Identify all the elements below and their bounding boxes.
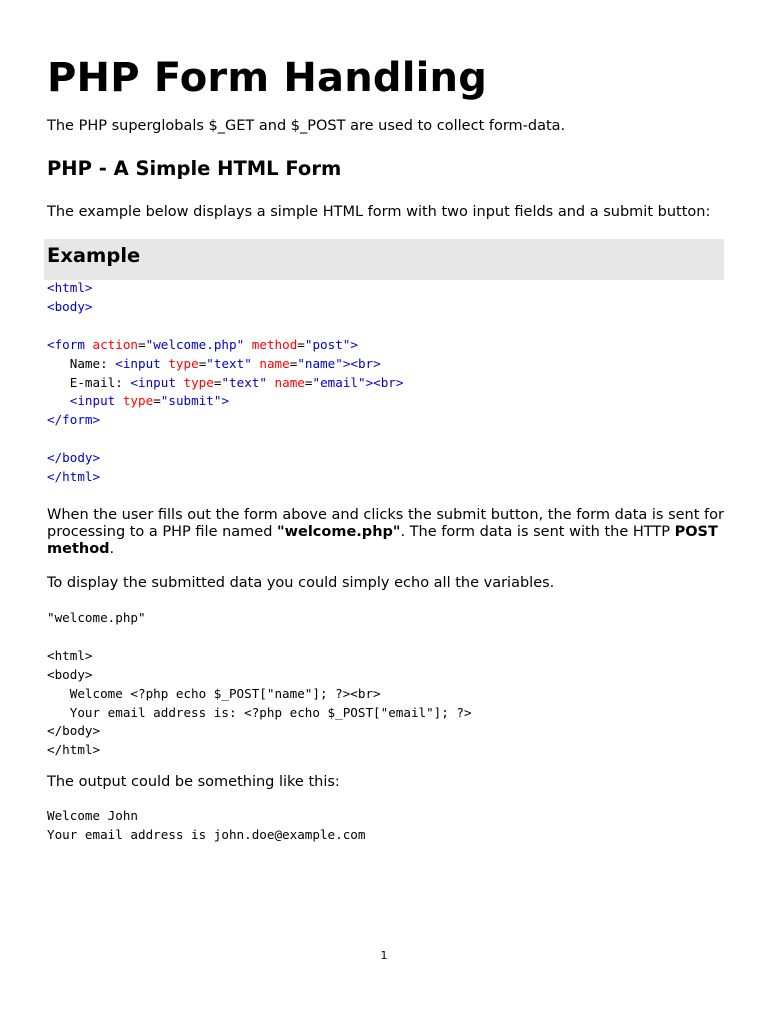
code-token: >: [350, 336, 358, 352]
welcome-code-block: [47, 609, 472, 760]
code-line: Your email address is john.doe@example.com: [47, 826, 366, 842]
code-token: name: [274, 374, 305, 390]
code-line: <html>: [47, 647, 93, 663]
output-code-block: [47, 807, 365, 845]
code-token: name: [259, 355, 290, 371]
code-token: "name": [297, 355, 343, 371]
page-title: PHP Form Handling: [47, 55, 488, 101]
code-token: "text": [206, 355, 252, 371]
code-token: <form: [47, 336, 85, 352]
code-token: action: [92, 336, 139, 352]
code-token: <input: [130, 374, 176, 390]
code-line: <body>: [47, 666, 93, 682]
code-token: Name:: [69, 355, 116, 371]
submit-explanation-paragraph: [47, 507, 724, 558]
code-token: ><br>: [342, 355, 381, 371]
code-token: "email": [312, 374, 366, 390]
code-token: "submit": [160, 393, 222, 409]
section-heading: PHP - A Simple HTML Form: [47, 157, 342, 180]
code-line: <body>: [47, 298, 93, 314]
code-line: "welcome.php": [47, 610, 146, 625]
code-line: </html>: [47, 469, 101, 485]
code-token: type: [168, 355, 199, 371]
code-token: >: [221, 393, 230, 409]
code-line: </html>: [47, 742, 101, 758]
section-intro-paragraph: The example below displays a simple HTML form with two input fields and a submit button:: [47, 204, 711, 220]
code-line: </body>: [47, 450, 101, 466]
example-header-bar: [44, 239, 724, 280]
code-token: <input: [69, 393, 116, 409]
bold-text: "welcome.php": [277, 524, 401, 540]
code-line: Welcome <?php echo $_POST["name"]; ?><br>: [47, 685, 381, 701]
code-token: "text": [221, 374, 267, 390]
page-number: 1: [380, 949, 388, 962]
code-line: Welcome John: [47, 808, 138, 823]
text-run: When the user fills out the form above and clicks the submit button, the form data is sent for processing to a PHP file named: [47, 507, 724, 540]
code-token: type: [122, 393, 154, 409]
code-token: <input: [115, 355, 161, 371]
example-label: Example: [47, 244, 141, 267]
code-line: Your email address is: <?php echo $_POST["email"]; ?>: [47, 704, 472, 720]
code-token: E-mail:: [69, 374, 131, 390]
display-paragraph: To display the submitted data you could simply echo all the variables.: [47, 575, 555, 591]
code-token: method: [251, 336, 298, 352]
output-paragraph: The output could be something like this:: [47, 774, 340, 790]
code-token: "welcome.php": [145, 336, 245, 352]
text-run: . The form data is sent with the HTTP: [400, 524, 675, 540]
intro-paragraph: The PHP superglobals $_GET and $_POST are used to collect form-data.: [47, 118, 566, 134]
code-token: "post": [304, 336, 351, 352]
bold-text: POST method: [47, 524, 718, 557]
code-line: </form>: [47, 412, 101, 428]
code-line: </body>: [47, 723, 101, 739]
text-run: .: [109, 541, 115, 557]
code-line: <html>: [47, 280, 93, 295]
code-token: type: [183, 374, 214, 390]
example-code-block: <html> <body> <form action="welcome.php" method="post"> Name: <input type="text" name="name"><br> E-mail: <input type="text" name="email"><br> <input type="submit"> </form> </body> </html>: [47, 280, 404, 485]
code-token: ><br>: [365, 374, 404, 390]
